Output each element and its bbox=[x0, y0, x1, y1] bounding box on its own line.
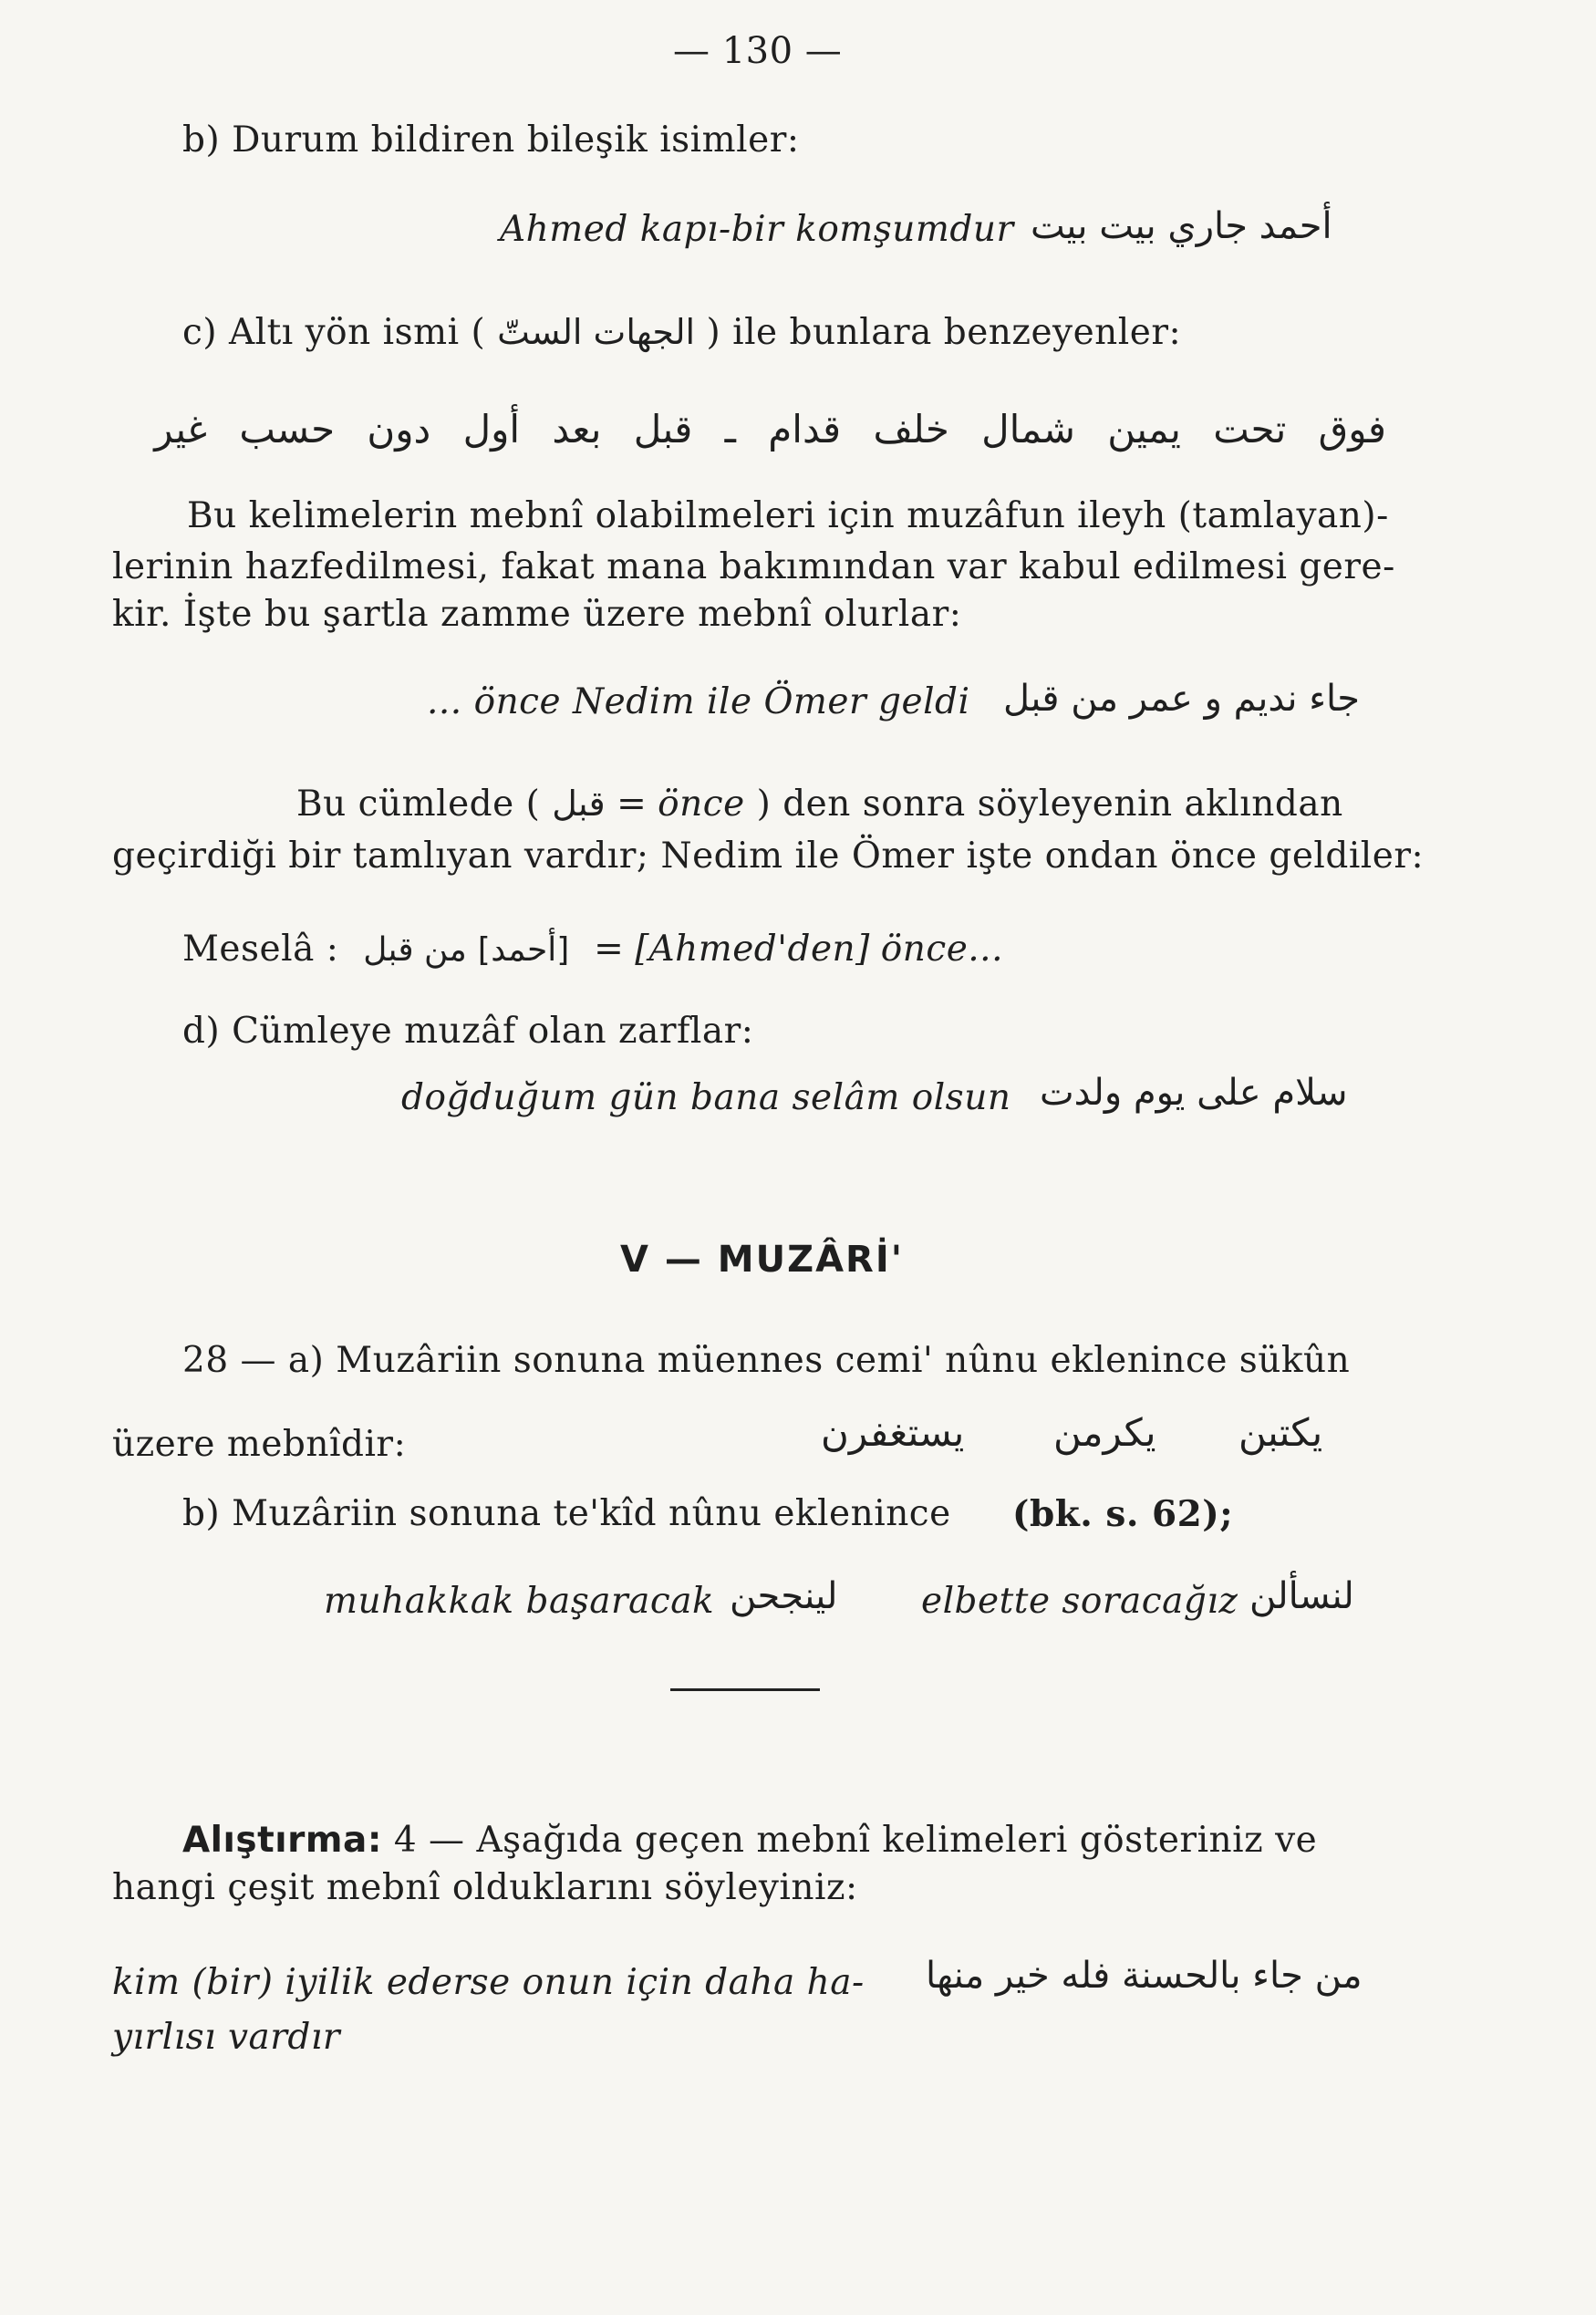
exercise-label: Alıştırma: bbox=[182, 1820, 382, 1861]
example-greeting-turkish: doğduğum gün bana selâm olsun bbox=[401, 1077, 1011, 1118]
line-b-tekid-label: b) Muzâriin sonuna te'kîd nûnu eklenince bbox=[182, 1493, 951, 1534]
direction-words-arabic: فوق تحت يمين شمال خلف قدام ـ قبل بعد أول دون حسب غير bbox=[154, 407, 1386, 452]
line-d-label: d) Cümleye muzâf olan zarflar: bbox=[182, 1011, 754, 1052]
line-b-tekid-ref: (bk. s. 62); bbox=[1012, 1493, 1234, 1535]
exercise-example-turkish-2: yırlısı vardır bbox=[112, 2017, 340, 2058]
para-2-arabic: قبل bbox=[552, 784, 606, 824]
para-2-mid: = önce bbox=[617, 784, 745, 825]
para-1-line-3: kir. İşte bu şartla zamme üzere mebnî olurlar: bbox=[112, 594, 962, 635]
muzari-example-1: يكتبن bbox=[1238, 1410, 1323, 1455]
divider-rule bbox=[670, 1688, 820, 1691]
line-c-post: ) ile bunlara benzeyenler: bbox=[706, 312, 1182, 353]
example-before-turkish: ... önce Nedim ile Ömer geldi bbox=[427, 681, 970, 722]
exercise-line-2: hangi çeşit mebnî olduklarını söyleyiniz: bbox=[112, 1867, 858, 1908]
tekid-example-2-turkish: elbette soracağız bbox=[921, 1581, 1238, 1622]
line-c-directions bbox=[182, 308, 1181, 357]
para-28-line-2: üzere mebnîdir: bbox=[112, 1424, 407, 1465]
line-b-compound-label: b) Durum bildiren bileşik isimler: bbox=[182, 119, 800, 161]
exercise-example-arabic: من جاء بالحسنة فله خير منها bbox=[926, 1955, 1363, 1997]
para-1-line-2: lerinin hazfedilmesi, fakat mana bakımından var kabul edilmesi gere- bbox=[112, 546, 1395, 587]
mesela-arabic: [أحمد] من قبل bbox=[363, 931, 570, 969]
muzari-example-2: يكرمن bbox=[1053, 1410, 1156, 1455]
line-c-pre: c) Altı yön ismi ( bbox=[182, 312, 486, 353]
line-c-arabic: الجهات الستّ bbox=[497, 312, 696, 352]
para-2-pre: Bu cümlede ( bbox=[296, 784, 541, 825]
tekid-example-1-turkish: muhakkak başaracak bbox=[324, 1581, 715, 1622]
tekid-example-2-arabic: لنسألن bbox=[1249, 1575, 1354, 1617]
para-1-line-1: Bu kelimelerin mebnî olabilmeleri için muzâfun ileyh (tamlayan)- bbox=[187, 495, 1389, 536]
exercise-example-turkish-1: kim (bir) iyilik ederse onun için daha ha- bbox=[112, 1962, 865, 2003]
mesela-turkish: = [Ahmed'den] önce... bbox=[594, 929, 1003, 970]
example-compound-turkish: Ahmed kapı-bir komşumdur bbox=[500, 209, 1014, 250]
tekid-example-1-arabic: لينجحن bbox=[730, 1575, 838, 1617]
exercise-line-1-rest: 4 — Aşağıda geçen mebnî kelimeleri gösteriniz ve bbox=[393, 1820, 1318, 1861]
mesela-label: Meselâ : bbox=[182, 929, 339, 970]
muzari-example-3: يستغفرن bbox=[821, 1410, 965, 1455]
section-title: V — MUZÂRİ' bbox=[620, 1239, 904, 1281]
example-before-arabic: جاء نديم و عمر من قبل bbox=[1003, 678, 1360, 720]
para-2-line-2: geçirdiği bir tamlıyan vardır; Nedim ile Ömer işte ondan önce geldiler: bbox=[112, 836, 1425, 877]
para-2-line-1 bbox=[296, 780, 1343, 828]
page-number: — 130 — bbox=[673, 30, 843, 72]
exercise-line-1 bbox=[182, 1817, 1317, 1864]
example-compound-arabic: أحمد جاري بيت بيت bbox=[1031, 205, 1332, 247]
example-greeting-arabic: سلام على يوم ولدت bbox=[1040, 1072, 1348, 1114]
para-2-post: ) den sonra söyleyenin aklından bbox=[756, 784, 1343, 825]
para-28-line-1: 28 — a) Muzâriin sonuna müennes cemi' nûnu eklenince sükûn bbox=[182, 1340, 1351, 1381]
example-mesela bbox=[182, 926, 1003, 974]
